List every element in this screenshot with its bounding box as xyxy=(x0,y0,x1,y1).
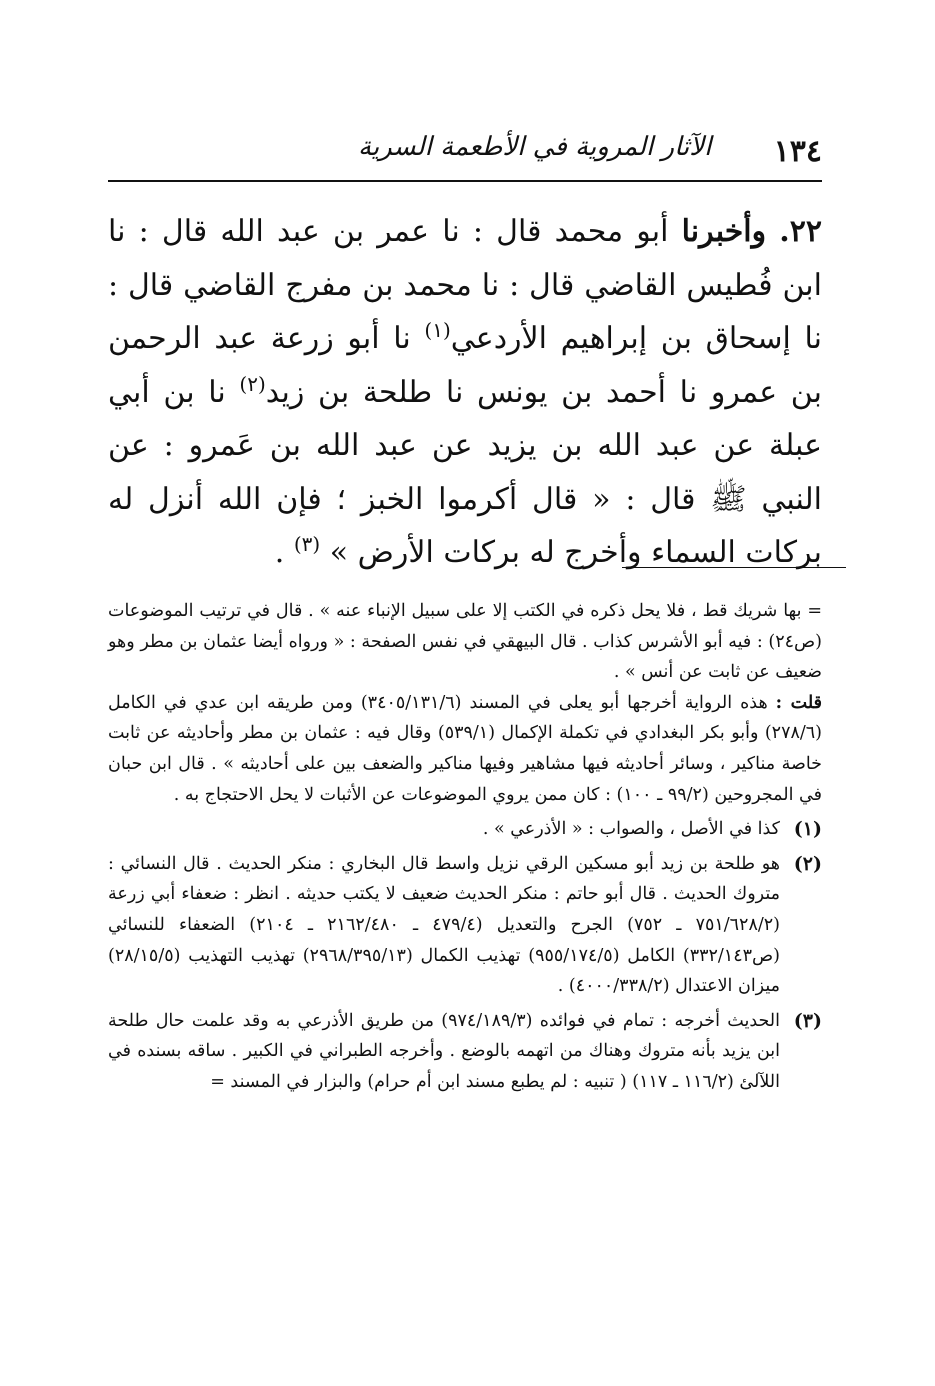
footnote-number: (١) xyxy=(793,818,822,841)
hadith-line: نا بن أبي عبلة عن عبد الله بن يزيد عن عبد الله بن xyxy=(108,374,822,463)
qult-text: هذه الرواية أخرجها أبو يعلى في المسند (٣٤٠٥/١٣١/٦) ومن طريقه ابن عدي في الكامل (٢٧٨/٦) وأبو بكر البغدادي في تكملة الإكمال (٥٣٩/١) وقال فيه : عثمان بن مطر وأحاديثه عن ثابت خاصة مناكير ، وسائر أحاديثه فيها مشاهير وفيها مناكير والضعف بين على أحاديثه » . قال ابن حبان في المجروحين (٩٩/٢ ـ ١٠٠) : كان ممن يروي الموضوعات عن الأثبات لا يحل الاحتجاج به . xyxy=(108,692,822,805)
footnotes xyxy=(108,596,822,1098)
hadith-line: عَمرو : عن النبي ﷺ قال : « قال أكرموا الخبز ؛ فإن الله أنزل له xyxy=(108,428,822,517)
footnote-3 xyxy=(108,1006,822,1098)
hadith-line: نا أبو زرعة عبد الرحمن بن عمرو نا أحمد بن يونس نا xyxy=(108,321,822,410)
hadith-text xyxy=(108,205,822,580)
hadith-line: طلحة بن زيد xyxy=(265,374,433,410)
hadith-lead-word: وأخبرنا xyxy=(681,214,767,249)
footnote-number: (٣) xyxy=(793,1009,822,1032)
footnote-ref-2: (٢) xyxy=(239,371,266,396)
qult-paragraph xyxy=(108,688,822,810)
running-head xyxy=(108,128,822,180)
footnote-continuation: = بها شريك قط ، فلا يحل ذكره في الكتب إلا على سبيل الإنباء عنه » . قال في ترتيب الموضوعات (ص٢٤) : فيه أبو الأشرس كذاب . قال البيهقي في نفس الصفحة : « ورواه أيضا عثمان بن مطر وهو ضعيف عن ثابت عن أنس » . xyxy=(108,601,822,683)
footnote-separator xyxy=(622,567,846,568)
hadith-line: بركات السماء وأخرج له بركات الأرض » xyxy=(329,535,822,570)
footnote-ref-3: (٣) xyxy=(293,532,321,556)
footnote-text: هو طلحة بن زيد أبو مسكين الرقي نزيل واسط قال البخاري : منكر الحديث . قال النسائي : متروك الحديث . قال أبو حاتم : منكر الحديث ضعيف لا يكتب حديثه . انظر : ضعفاء أبي زرعة (٧٥١/٦٢٨/٢ ـ ٧٥٢) الجرح والتعديل (٤٧٩/٤ ـ ٢١٦٢/٤٨٠ ـ ٢١٠٤) الضعفاء للنسائي (ص٣٣٢/١٤٣) الكامل (٩٥٥/١٧٤/٥) تهذيب الكمال (٢٩٦٨/٣٩٥/١٣) تهذيب التهذيب (٢٨/١٥/٥) ميزان الاعتدال (٤٠٠٠/٣٣٨/٢) . xyxy=(108,853,780,997)
hadith-line: أبو محمد قال : نا عمر بن عبد الله قال : نا ابن فُطيس xyxy=(108,214,822,303)
hadith-paragraph xyxy=(108,205,822,580)
footnote-1 xyxy=(108,814,822,845)
header-rule xyxy=(108,180,822,182)
hadith-line: . xyxy=(274,535,285,570)
footnote-2 xyxy=(108,849,822,1002)
hadith-line: الأردعي xyxy=(450,321,547,356)
footnote-text: الحديث أخرجه : تمام في فوائده (٩٧٤/١٨٩/٣) من طريق الأذرعي به وقد علمت حال طلحة ابن يزيد بأنه متروك وهناك من اتهمه بالوضع . وأخرجه الطبراني في الكبير . ساقه بسنده في اللآلئ (١١٦/٢ ـ ١١٧) ( تنبيه : لم يطبع مسند ابن أم حرام) والبزار في المسند = xyxy=(108,1010,781,1092)
footnote-ref-1: (١) xyxy=(424,318,451,342)
book-title: الآثار المروية في الأطعمة السرية xyxy=(358,132,712,162)
footnote-number: (٢) xyxy=(793,852,822,875)
hadith-number: ٢٢. xyxy=(779,214,822,249)
footnote-text: كذا في الأصل ، والصواب : « الأذرعي » . xyxy=(482,819,780,840)
page-number: ١٣٤ xyxy=(773,134,822,169)
qult-label: قلت : xyxy=(775,692,822,713)
hadith-line: القاضي قال : نا محمد بن مفرج القاضي قال : نا إسحاق بن إبراهيم xyxy=(108,267,823,356)
